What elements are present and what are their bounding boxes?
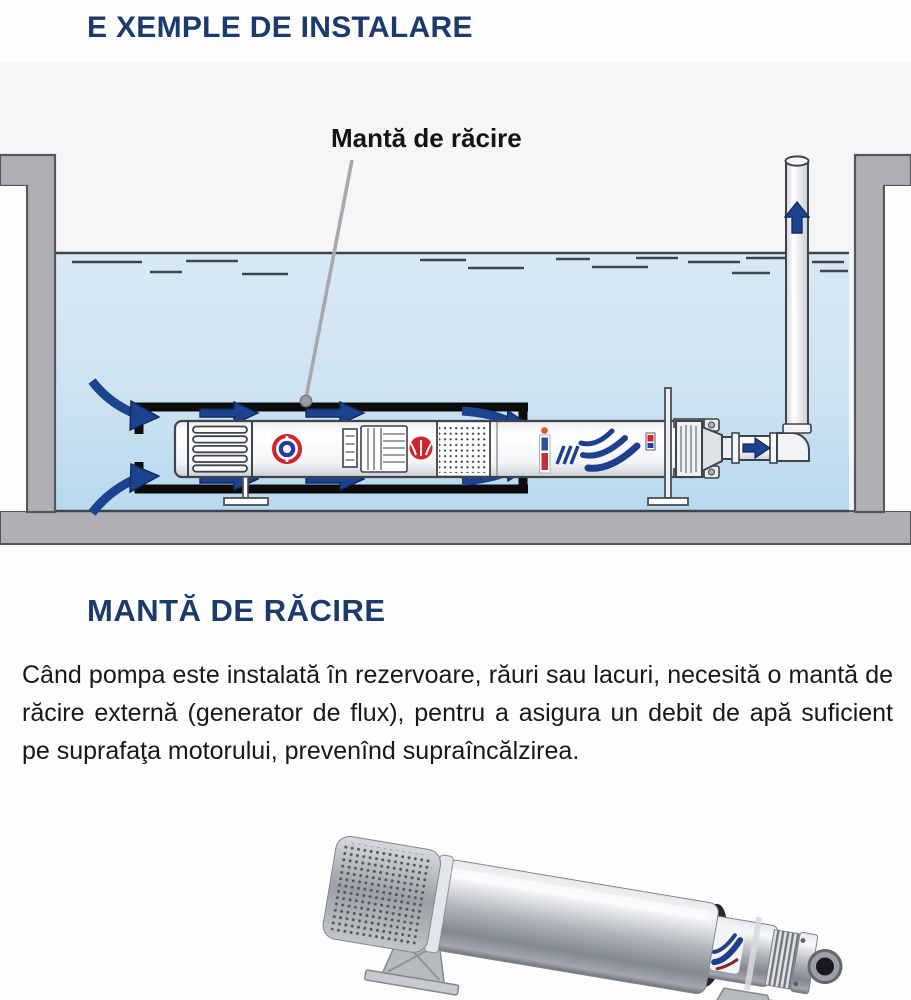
pump-emblem [646, 433, 655, 450]
label-leader-dot [300, 395, 311, 406]
perforated-cap [321, 834, 443, 954]
pipe-opening [786, 156, 809, 165]
section-paragraph: Când pompa este instalată în rezervoare, răuri sau lacuri, necesită o mantă de răcire externă (generator de flux), pentru a asigura un debit de apă suficient pe suprafaţa motorului, prevenînd supraîncălzirea. [22, 661, 893, 765]
pump-grille [193, 427, 247, 472]
tank-floor [0, 511, 911, 544]
right-wall-notch [885, 186, 911, 511]
page-title: E XEMPLE DE INSTALARE [87, 11, 473, 44]
section-heading: MANTĂ DE RĂCIRE [87, 593, 386, 628]
diagram-label: Mantă de răcire [331, 123, 522, 153]
pump-end-clamp [674, 419, 722, 478]
cooled-pump-product [315, 834, 849, 1000]
pipe-elbow [777, 433, 809, 461]
pump-end [701, 909, 847, 1000]
product-photo [306, 828, 866, 1000]
pump-perforated-band [437, 422, 497, 476]
pump-rating-plate [343, 426, 407, 472]
pump-logo-lifebuoy-icon [274, 436, 300, 462]
left-wall-notch [0, 186, 26, 511]
submersible-pump [175, 419, 722, 478]
